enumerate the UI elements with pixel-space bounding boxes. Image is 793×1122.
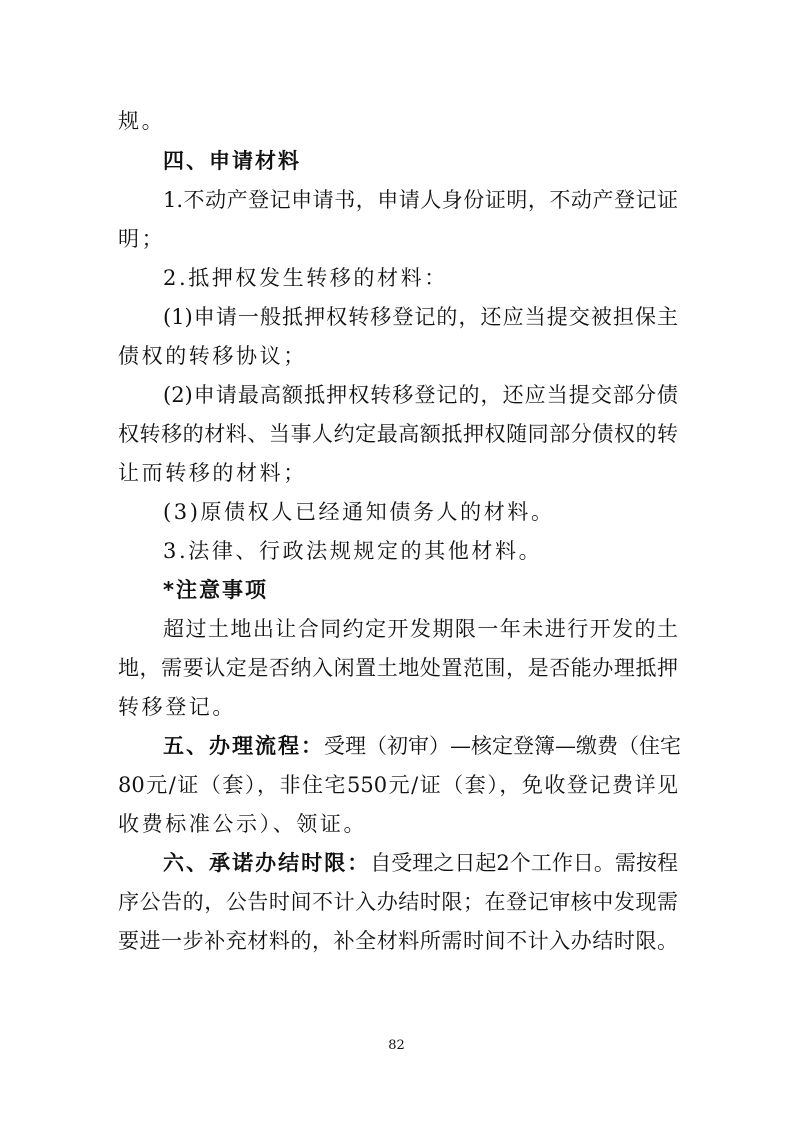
text-line: (3)原债权人已经通知债务人的材料。 [163,500,555,524]
text-line: 明； [118,227,166,251]
section-heading-deadline: 六、承诺办结时限： [163,851,371,875]
text-line: 债权的转移协议； [118,344,307,368]
process-line [163,731,681,761]
page-number: 82 [388,1038,405,1053]
note-heading: *注意事项 [163,578,268,602]
text-line: 让而转移的材料； [118,461,307,485]
text-line: 权转移的材料、当事人约定最高额抵押权随同部分债权的转 [118,422,678,446]
text-line: 80元/证（套），非住宅550元/证（套），免收登记费详见 [118,773,678,797]
section-heading-materials: 四、申请材料 [163,149,301,173]
text-line: (2)申请最高额抵押权转移登记的，还应当提交部分债 [163,383,678,407]
text-line: (1)申请一般抵押权转移登记的，还应当提交被担保主 [163,305,678,329]
text-line: 1.不动产登记申请书，申请人身份证明，不动产登记证 [163,188,678,212]
text-line: 收费标准公示）、领证。 [118,812,368,836]
text-line: 转移登记。 [118,695,236,719]
deadline-line [163,848,678,878]
text-line: 超过土地出让合同约定开发期限一年未进行开发的土 [163,617,678,641]
text-line: 2.抵押权发生转移的材料： [163,266,448,290]
section-heading-process: 五、办理流程： [163,734,324,758]
text-line: 3.法律、行政法规规定的其他材料。 [163,539,543,563]
text-line: 规。 [118,109,166,133]
text-line: 序公告的，公告时间不计入办结时限；在登记审核中发现需 [118,890,678,914]
text-line: 要进一步补充材料的，补全材料所需时间不计入办结时限。 [118,929,678,953]
text-line: 地，需要认定是否纳入闲置土地处置范围，是否能办理抵押 [118,656,678,680]
deadline-text: 自受理之日起2个工作日。需按程 [370,851,678,875]
process-text: 受理（初审）—核定登簿—缴费（住宅 [324,734,681,758]
